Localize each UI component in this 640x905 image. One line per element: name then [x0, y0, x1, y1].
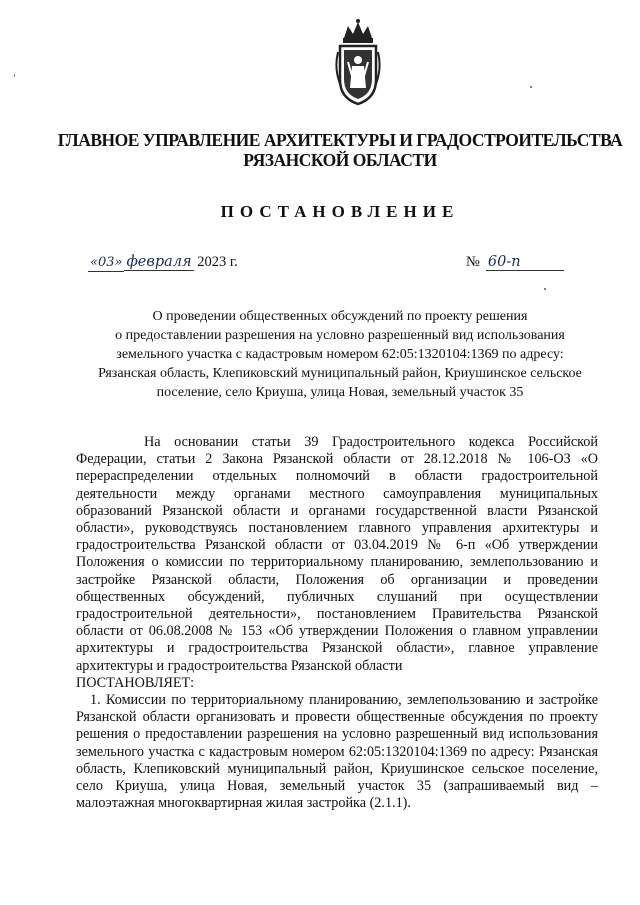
- date-year: 2023 г.: [197, 254, 238, 270]
- document-number: [466, 254, 564, 271]
- resolves-heading: ПОСТАНОВЛЯЕТ:: [76, 674, 195, 691]
- preamble-paragraph: На основании статьи 39 Градостроительного кодекса Российской Федерации, статьи 2 Закона Рязанской области от 28.12.2018 № 106-ОЗ «О перераспределении отдельных полномочий в области градостроительной деятельности между органами местного самоуправления муниципальных образований Рязанской области и органами государственной власти Рязанской области», руководствуясь постановлением главного управления архитектуры и градостроительства Рязанской области от 03.04.2019 № 6-п «Об утверждении Положения о комиссии по территориальному планированию, землепользованию и застройке Рязанской области, Положения об организации и проведении общественных обсуждений, публичных слушаний при осуществлении градостроительной деятельности», постановлением Правительства Рязанской области от 06.08.2008 № 153 «Об утверждении Положения о главном управлении архитектуры и градостроительства Рязанской области», главное управление архитектуры и градостроительства Рязанской области: [76, 434, 598, 674]
- date-day-handwritten: «03»: [90, 255, 123, 270]
- subject-line: О проведении общественных обсуждений по проекту решения: [152, 309, 528, 324]
- subject-line: Рязанская область, Клепиковский муниципальный район, Криушинское сельское: [98, 366, 582, 381]
- coat-of-arms-icon: [334, 18, 382, 108]
- org-title-line1: ГЛАВНОЕ УПРАВЛЕНИЕ АРХИТЕКТУРЫ И ГРАДОСТРОИТЕЛЬСТВА: [57, 130, 623, 150]
- date-month-handwritten: февраля: [126, 254, 192, 270]
- org-title-line2: РЯЗАНСКОЙ ОБЛАСТИ: [243, 150, 437, 170]
- subject-line: о предоставлении разрешения на условно разрешенный вид использования: [115, 328, 565, 343]
- subject-line: земельного участка с кадастровым номером 62:05:1320104:1369 по адресу:: [116, 347, 564, 362]
- subject-line: поселение, село Криуша, улица Новая, земельный участок 35: [156, 385, 524, 400]
- scan-speck: [544, 288, 546, 290]
- document-body: [76, 434, 598, 812]
- document-date: [88, 254, 238, 272]
- resolution-item-1: 1. Комиссии по территориальному планированию, землепользованию и застройке Рязанской области организовать и провести общественные обсуждения по проекту решения о предоставлении разрешения на условно разрешенный вид использования земельного участка с кадастровым номером 62:05:1320104:1369 по адресу: Рязанская область, Клепиковский муниципальный район, Криушинское сельское поселение, село Криуша, улица Новая, земельный участок 35 (запрашиваемый вид – малоэтажная многоквартирная жилая застройка (2.1.1).: [76, 692, 598, 812]
- scan-speck: [14, 74, 15, 77]
- document-subject: [60, 307, 620, 402]
- number-handwritten: 60-п: [486, 254, 564, 271]
- number-prefix: №: [466, 254, 480, 270]
- scan-speck: [530, 86, 532, 88]
- document-type-heading: ПОСТАНОВЛЕНИЕ: [220, 202, 460, 221]
